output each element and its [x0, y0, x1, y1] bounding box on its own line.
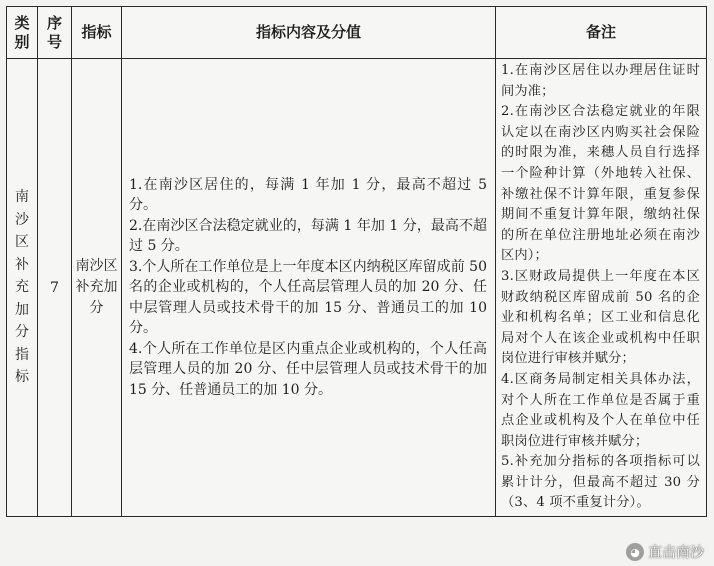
remarks-cell	[496, 59, 707, 517]
content-item-2: 2.在南沙区合法稳定就业的，每满 1 年加 1 分，最高不超过 5 分。	[129, 217, 487, 255]
table-row	[7, 59, 707, 517]
remark-item-4: 4.区商务局制定相关具体办法，对个人所在工作单位是否属于重点企业或机构及个人在单位中任职岗位进行审核并赋分；	[501, 371, 700, 449]
header-row	[7, 7, 707, 59]
remark-item-2: 2.在南沙区合法稳定就业的年限认定以在南沙区内购买社会保险的时限为准，来穗人员自行选择一个险种计算（外地转入社保、补缴社保不计算年限，重复参保期间不重复计算年限，缴纳社保的所在单位注册地址必须在南沙区内）；	[501, 104, 700, 264]
header-indicator: 指标	[72, 7, 122, 59]
header-number: 序号	[38, 7, 72, 59]
remark-item-1: 1.在南沙区居住以办理居住证时间为准；	[501, 63, 700, 99]
number-cell: 7	[38, 59, 72, 517]
header-remarks: 备注	[496, 7, 707, 59]
header-content: 指标内容及分值	[122, 7, 496, 59]
indicator-cell: 南沙区补充加分	[72, 59, 122, 517]
watermark-text: 直击南沙	[648, 545, 704, 561]
content-item-3: 3.个人所在工作单位是上一年度本区内纳税区库留成前 50 名的企业或机构的，个人任高层管理人员的加 20 分、任中层管理人员或技术骨干的加 15 分、普通员工的加 10 分。	[129, 258, 487, 337]
remark-item-3: 3.区财政局提供上一年度在本区财政纳税区库留成前 50 名的企业和机构名单；区工业和信息化局对个人在该企业或机构中任职岗位进行审核并赋分；	[501, 268, 700, 367]
content-item-1: 1.在南沙区居住的，每满 1 年加 1 分，最高不超过 5 分。	[129, 176, 487, 214]
category-cell: 南沙区补充加分指标	[7, 59, 38, 517]
content-cell	[122, 59, 496, 517]
content-item-4: 4.个人所在工作单位是区内重点企业或机构的，个人任高层管理人员的加 20 分、任中层管理人员或技术骨干的加 15 分、任普通员工的加 10 分。	[129, 340, 487, 398]
header-category: 类别	[7, 7, 38, 59]
wechat-logo-icon: ◕	[626, 543, 644, 561]
remark-item-5: 5.补充加分指标的各项指标可以累计计分，但最高不超过 30 分（3、4 项不重复计分）。	[501, 454, 700, 511]
points-table	[6, 6, 707, 517]
watermark	[626, 542, 704, 562]
